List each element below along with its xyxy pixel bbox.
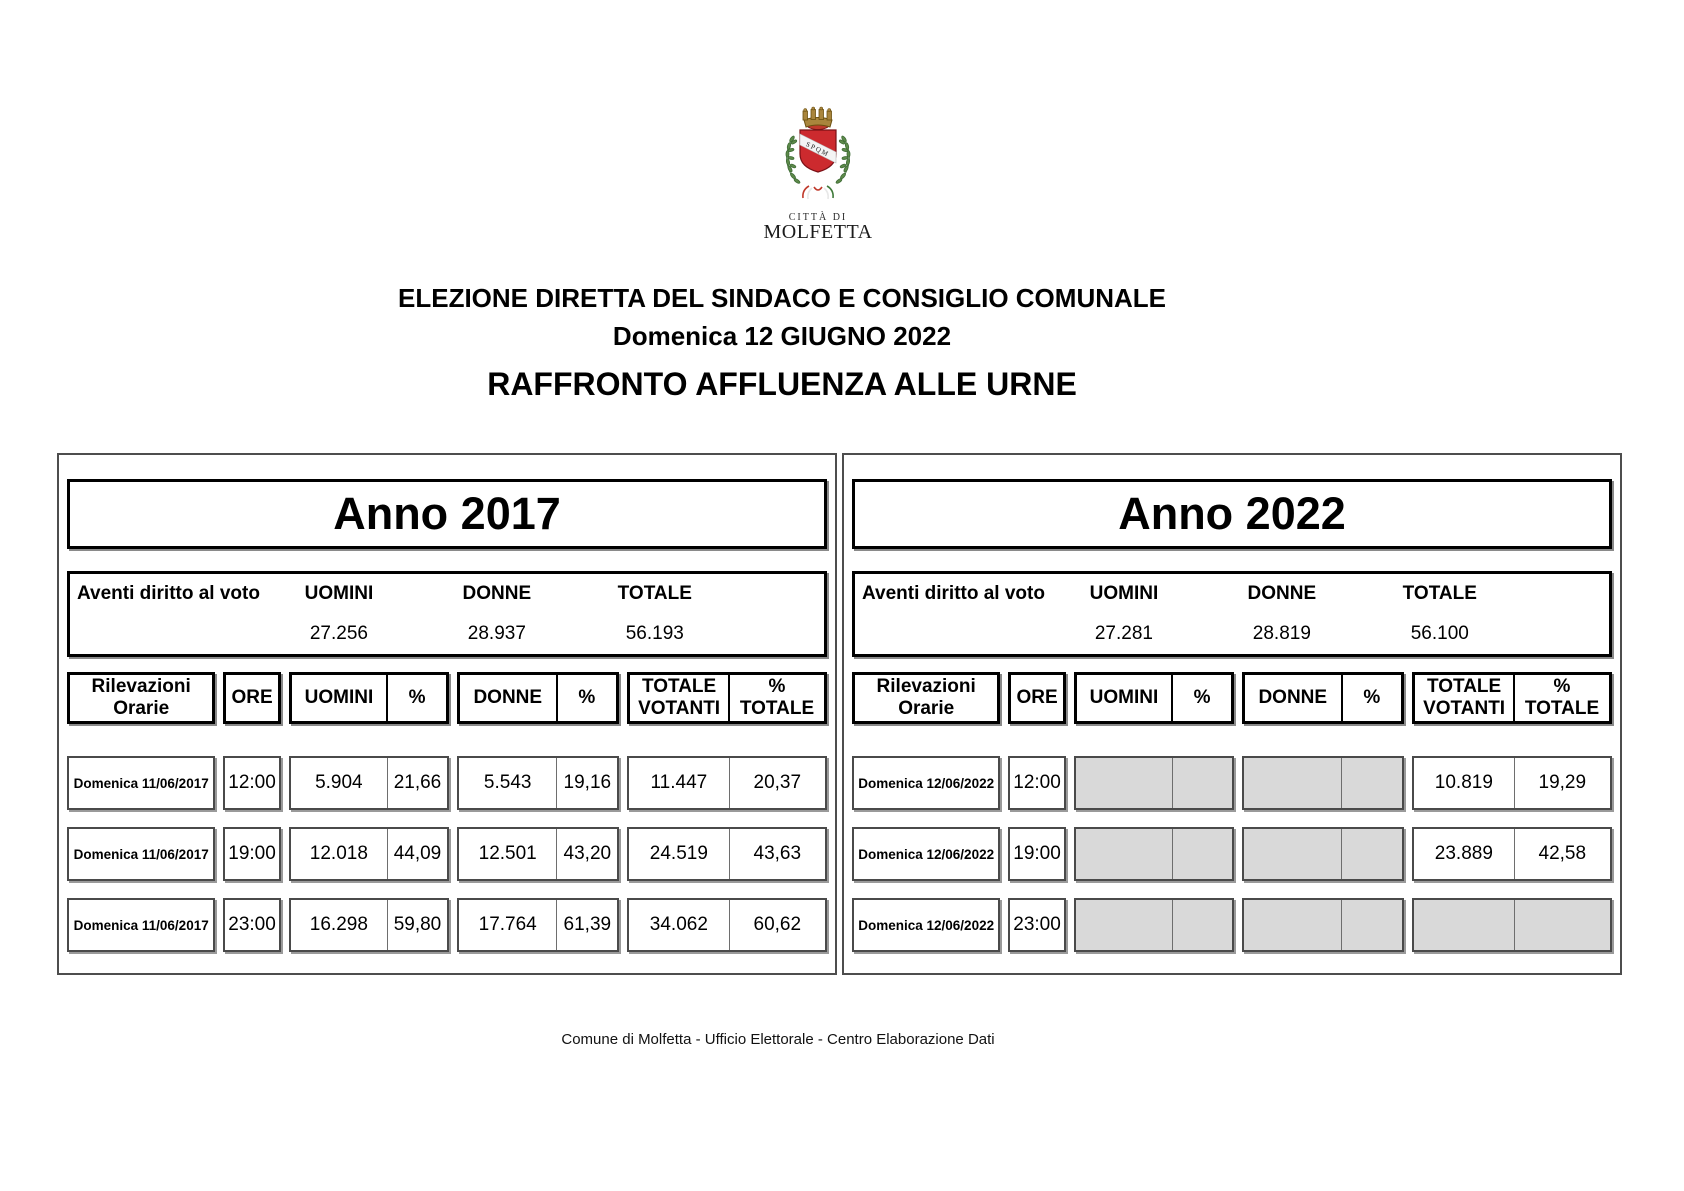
header-donne-pct: % [1341, 675, 1402, 721]
uomini-pct-cell [1172, 900, 1232, 950]
donne-pct-cell: 43,20 [556, 829, 617, 879]
uomini-group [289, 827, 449, 881]
header-donne-pct: % [556, 675, 617, 721]
uomini-cell [1076, 829, 1172, 879]
header-uomini-pct: % [386, 675, 446, 721]
ore-cell: 12:00 [1008, 756, 1065, 810]
molfetta-crest [758, 106, 878, 244]
ore-cell: 12:00 [223, 756, 280, 810]
donne-cell [1244, 900, 1341, 950]
donne-group [457, 898, 619, 952]
eligible-value-uomini: 27.281 [1094, 623, 1153, 644]
donne-pct-cell [1341, 829, 1402, 879]
crown-icon [803, 107, 832, 130]
date-cell: Domenica 12/06/2022 [852, 756, 1000, 810]
header-ore: ORE [1008, 672, 1065, 724]
eligible-label: Aventi diritto al voto [77, 583, 260, 604]
table-row [67, 756, 827, 810]
ribbon-icon [803, 186, 833, 199]
donne-cell: 5.543 [483, 772, 532, 793]
donne-cell [1244, 758, 1341, 808]
totale-group [1412, 756, 1612, 810]
uomini-pct-cell [1172, 829, 1232, 879]
laurel-right [835, 135, 850, 184]
donne-cell [1244, 829, 1341, 879]
panel-anno-2017 [57, 453, 837, 975]
uomini-group [289, 898, 449, 952]
column-header-row-2017 [67, 672, 827, 724]
header-rilevazioni: Rilevazioni Orarie [67, 672, 215, 724]
totale-group [1412, 827, 1612, 881]
eligible-voters-box-2017 [67, 571, 827, 657]
ore-cell: 19:00 [223, 827, 280, 881]
header-group-uomini [289, 672, 449, 724]
donne-group [457, 827, 619, 881]
donne-pct-cell: 19,16 [556, 758, 617, 808]
donne-group [457, 756, 619, 810]
pct-totale-cell: 20,37 [729, 758, 825, 808]
date-cell: Domenica 11/06/2017 [67, 827, 215, 881]
ore-cell: 23:00 [223, 898, 280, 952]
uomini-group [1074, 827, 1234, 881]
donne-group [1242, 898, 1404, 952]
eligible-header-uomini: UOMINI [1089, 583, 1159, 604]
header-donne: DONNE [473, 687, 543, 708]
totale-group [627, 756, 827, 810]
totale-votanti-cell: 23.889 [1434, 843, 1493, 864]
header-uomini-pct: % [1171, 675, 1231, 721]
donne-group [1242, 756, 1404, 810]
donne-cell: 12.501 [478, 843, 537, 864]
panel-anno-2022 [842, 453, 1622, 975]
eligible-header-donne: DONNE [1247, 583, 1317, 604]
table-row [67, 827, 827, 881]
footer-text: Comune di Molfetta - Ufficio Elettorale - Centro Elaborazione Dati [561, 1031, 995, 1048]
totale-group [627, 827, 827, 881]
donne-pct-cell [1341, 758, 1402, 808]
uomini-cell [1076, 900, 1172, 950]
header-totale-votanti: TOTALE VOTANTI [1423, 676, 1506, 719]
date-cell: Domenica 11/06/2017 [67, 898, 215, 952]
header-group-donne [457, 672, 619, 724]
table-row [852, 756, 1612, 810]
totale-votanti-cell: 10.819 [1434, 772, 1493, 793]
document-title-line1: ELEZIONE DIRETTA DEL SINDACO E CONSIGLIO COMUNALE [398, 283, 1166, 313]
header-pct-totale: % TOTALE [728, 675, 824, 721]
crest-motto: SPQM [804, 140, 831, 159]
uomini-pct-cell: 44,09 [387, 829, 447, 879]
totale-votanti-cell: 24.519 [649, 843, 708, 864]
eligible-header-donne: DONNE [462, 583, 532, 604]
header-group-uomini [1074, 672, 1234, 724]
comparison-tables [57, 453, 1622, 975]
crest-caption-city: CITTÀ DI [788, 212, 848, 223]
uomini-pct-cell: 59,80 [387, 900, 447, 950]
uomini-group [1074, 898, 1234, 952]
eligible-header-totale: TOTALE [617, 583, 692, 604]
uomini-cell: 16.298 [309, 914, 368, 935]
header-group-donne [1242, 672, 1404, 724]
totale-votanti-cell: 34.062 [649, 914, 708, 935]
header-rilevazioni: Rilevazioni Orarie [852, 672, 1000, 724]
donne-cell: 17.764 [478, 914, 537, 935]
document-subtitle: RAFFRONTO AFFLUENZA ALLE URNE [487, 366, 1077, 402]
totale-votanti-cell: 11.447 [650, 772, 708, 793]
shield-icon [800, 130, 836, 172]
header-donne: DONNE [1258, 687, 1328, 708]
ore-cell: 19:00 [1008, 827, 1065, 881]
donne-pct-cell [1341, 900, 1402, 950]
eligible-value-totale: 56.100 [1410, 623, 1469, 644]
pct-totale-cell: 43,63 [729, 829, 825, 879]
header-group-totale [627, 672, 827, 724]
table-row [852, 827, 1612, 881]
uomini-pct-cell: 21,66 [387, 758, 447, 808]
laurel-left [786, 135, 801, 184]
totale-group [627, 898, 827, 952]
eligible-label: Aventi diritto al voto [862, 583, 1045, 604]
uomini-cell: 12.018 [309, 843, 368, 864]
pct-totale-cell [1514, 900, 1610, 950]
uomini-group [289, 756, 449, 810]
header-uomini: UOMINI [304, 687, 374, 708]
date-cell: Domenica 12/06/2022 [852, 898, 1000, 952]
totale-group [1412, 898, 1612, 952]
year-title-2017: Anno 2017 [67, 479, 827, 549]
header-group-totale [1412, 672, 1612, 724]
pct-totale-cell: 42,58 [1514, 829, 1610, 879]
header-uomini: UOMINI [1089, 687, 1159, 708]
year-title-2022: Anno 2022 [852, 479, 1612, 549]
totale-votanti-cell [1414, 900, 1513, 950]
uomini-group [1074, 756, 1234, 810]
header-ore: ORE [223, 672, 280, 724]
uomini-cell [1076, 758, 1172, 808]
document-title-line2: Domenica 12 GIUGNO 2022 [612, 321, 952, 351]
column-header-row-2022 [852, 672, 1612, 724]
eligible-header-totale: TOTALE [1402, 583, 1477, 604]
table-row [67, 898, 827, 952]
eligible-value-donne: 28.937 [467, 623, 526, 644]
pct-totale-cell: 19,29 [1514, 758, 1610, 808]
title-block [0, 283, 1564, 352]
crest-caption-name: MOLFETTA [763, 221, 873, 243]
eligible-value-donne: 28.819 [1252, 623, 1311, 644]
eligible-voters-box-2022 [852, 571, 1612, 657]
ore-cell: 23:00 [1008, 898, 1065, 952]
table-row [852, 898, 1612, 952]
date-cell: Domenica 11/06/2017 [67, 756, 215, 810]
uomini-cell: 5.904 [315, 772, 363, 793]
eligible-value-uomini: 27.256 [309, 623, 368, 644]
date-cell: Domenica 12/06/2022 [852, 827, 1000, 881]
eligible-header-uomini: UOMINI [304, 583, 374, 604]
eligible-value-totale: 56.193 [625, 623, 684, 644]
header-pct-totale: % TOTALE [1513, 675, 1609, 721]
header-totale-votanti: TOTALE VOTANTI [638, 676, 721, 719]
coat-of-arms-icon [773, 106, 863, 206]
pct-totale-cell: 60,62 [729, 900, 825, 950]
donne-group [1242, 827, 1404, 881]
donne-pct-cell: 61,39 [556, 900, 617, 950]
uomini-pct-cell [1172, 758, 1232, 808]
